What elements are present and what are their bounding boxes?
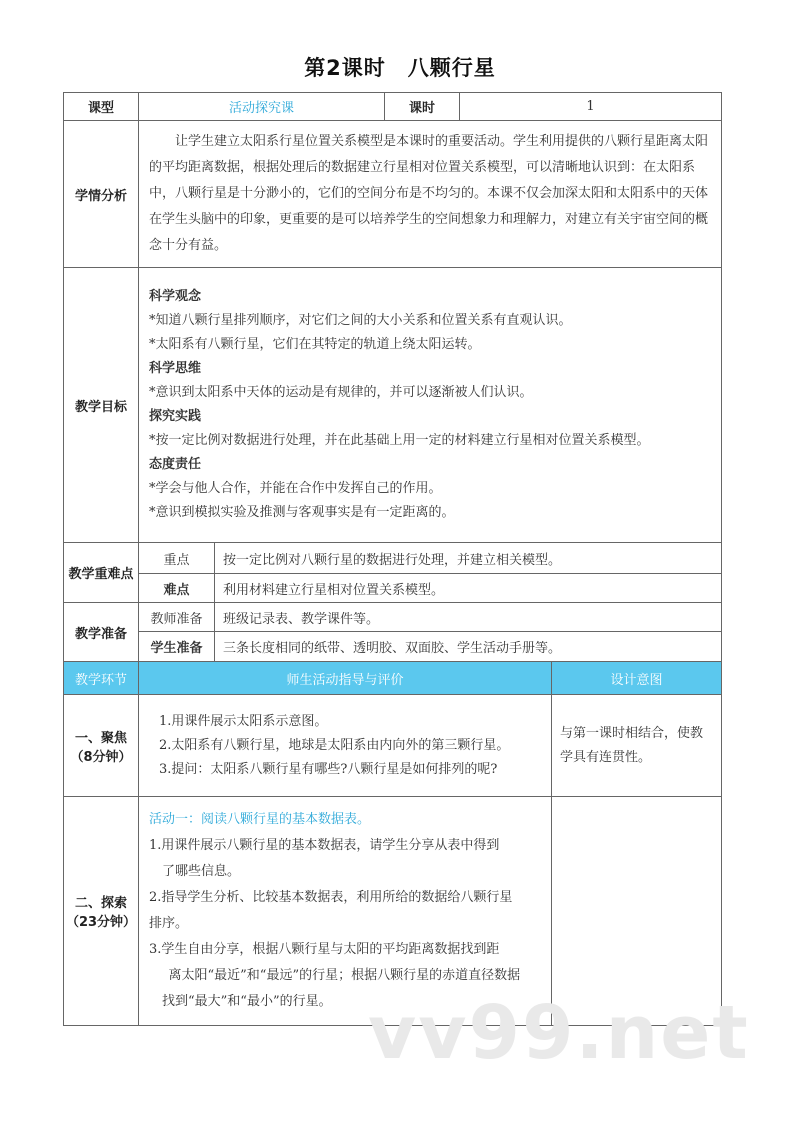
key-label: 重点: [139, 543, 215, 574]
difficulty-text: 利用材料建立行星相对位置关系模型。: [215, 574, 722, 603]
list-item: 找到“最大”和“最小”的行星。: [162, 994, 332, 1009]
teacher-prep-row: [64, 603, 722, 632]
stage-row-explore: [64, 797, 722, 1026]
design-intent: [552, 797, 722, 1026]
student-prep-text: 三条长度相同的纸带、透明胶、双面胶、学生活动手册等。: [215, 632, 722, 662]
stage-activities: [139, 797, 551, 1025]
hours-label: 课时: [385, 93, 460, 121]
difficulty-label: 难点: [139, 574, 215, 603]
stage-header: 教学环节: [64, 662, 139, 695]
watermark: vv99.net: [368, 990, 750, 1076]
list-item: 2.太阳系有八颗行星，地球是太阳系由内向外的第三颗行星。: [159, 737, 510, 753]
list-item: 3.学生自由分享，根据八颗行星与太阳的平均距离数据找到距: [149, 942, 500, 957]
goal-item: *意识到太阳系中天体的运动是有规律的，并可以逐渐被人们认识。: [149, 385, 533, 400]
course-type-row: [64, 93, 722, 121]
design-header: 设计意图: [552, 662, 722, 695]
list-item: 离太阳“最近”和“最远”的行星；根据八颗行星的赤道直径数据: [168, 968, 521, 983]
process-header-row: [64, 662, 722, 695]
student-prep-row: [64, 632, 722, 662]
goals-row: [64, 268, 722, 543]
goal-item: *意识到模拟实验及推测与客观事实是有一定距离的。: [149, 505, 455, 520]
activity-title: 活动一：阅读八颗行星的基本数据表。: [149, 812, 371, 827]
goal-heading: 态度责任: [149, 457, 202, 472]
stage-row-focus: [64, 695, 722, 797]
goals-label: 教学目标: [64, 268, 139, 543]
list-item: 1.用课件展示太阳系示意图。: [159, 713, 328, 729]
goal-item: *知道八颗行星排列顺序，对它们之间的大小关系和位置关系有直观认识。: [149, 313, 572, 328]
list-item: 1.用课件展示八颗行星的基本数据表，请学生分享从表中得到: [149, 838, 500, 853]
goal-item: *太阳系有八颗行星，它们在其特定的轨道上绕太阳运转。: [149, 337, 481, 352]
goals-content: [139, 271, 721, 539]
list-item: 2.指导学生分析、比较基本数据表，利用所给的数据给八颗行星: [149, 890, 513, 905]
stage-name: 二、探索 （23分钟）: [64, 797, 139, 1026]
analysis-text: 让学生建立太阳系行星位置关系模型是本课时的重要活动。学生利用提供的八颗行星距离太阳的平均距离数据，根据处理后的数据建立行星相对位置关系模型，可以清晰地认识到：在太阳系中，八颗行星是十分渺小的，它们的空间分布是不均匀的。本课不仅会加深太阳和太阳系中的天体在学生头脑中的印象，更重要的是可以培养学生的空间想象力和理解力，对建立有关宇宙空间的概念十分有益。: [149, 134, 709, 253]
goal-heading: 探究实践: [149, 409, 202, 424]
goal-item: *学会与他人合作，并能在合作中发挥自己的作用。: [149, 481, 442, 496]
stage-name: 一、聚焦 （8分钟）: [64, 695, 139, 797]
page-title: 第2课时 八颗行星: [304, 56, 496, 80]
student-prep-label: 学生准备: [139, 632, 215, 662]
key-text: 按一定比例对八颗行星的数据进行处理，并建立相关模型。: [215, 543, 722, 574]
difficulty-row: [64, 574, 722, 603]
goal-heading: 科学观念: [149, 289, 202, 304]
teacher-prep-text: 班级记录表、教学课件等。: [215, 603, 722, 632]
course-type-label: 课型: [64, 93, 139, 121]
list-item: 排序。: [149, 916, 189, 931]
prep-label: 教学准备: [64, 603, 139, 662]
goal-heading: 科学思维: [149, 361, 202, 376]
analysis-label: 学情分析: [64, 121, 139, 268]
key-point-row: [64, 543, 722, 574]
key-points-label: 教学重难点: [64, 543, 139, 603]
design-intent: 与第一课时相结合，使教学具有连贯性。: [560, 725, 704, 765]
hours-value: 1: [460, 93, 722, 121]
lesson-plan-table: [63, 92, 722, 1026]
stage-activities: [139, 700, 551, 792]
analysis-row: [64, 121, 722, 268]
teacher-prep-label: 教师准备: [139, 603, 215, 632]
list-item: 了哪些信息。: [162, 864, 241, 879]
course-type-value: 活动探究课: [139, 93, 385, 121]
list-item: 3.提问：太阳系八颗行星有哪些?八颗行星是如何排列的呢?: [159, 761, 498, 777]
activity-header: 师生活动指导与评价: [139, 662, 552, 695]
goal-item: *按一定比例对数据进行处理，并在此基础上用一定的材料建立行星相对位置关系模型。: [149, 433, 650, 448]
